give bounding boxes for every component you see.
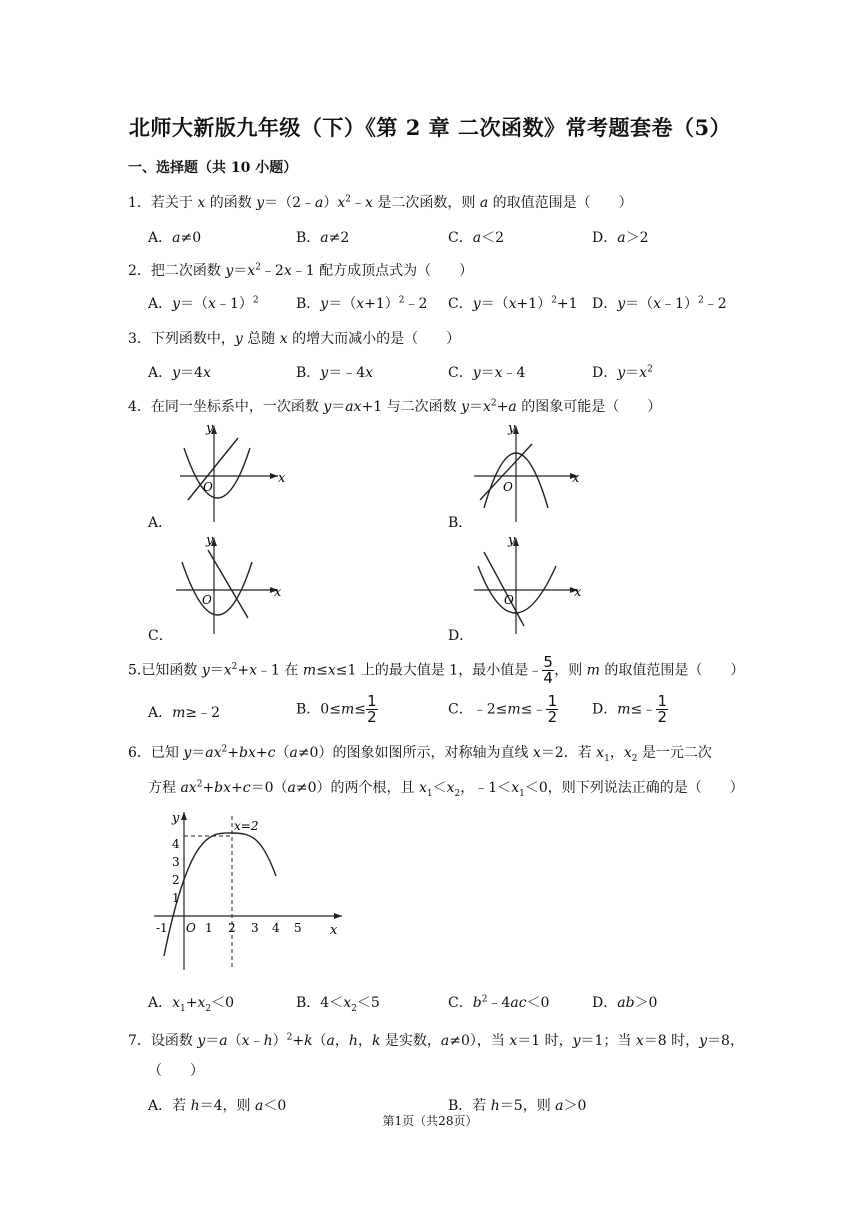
question-1: 1．若关于 x 的函数 $y=(2﹣a)x^2﹣x$ 是二次函数，则 a 的取值范围是（ ）: [128, 194, 633, 211]
svg-text:O: O: [202, 593, 212, 607]
question-7-line-1: 7．设函数 y＝a（x﹣h）$^2$+k（a，h，k 是实数，a≠0），当 x＝1 时，y＝1；当 x＝8 时，y＝8，: [128, 1032, 744, 1049]
q5-option-b[interactable]: B．0≤m≤ $\frac{1}{2}$: [296, 692, 377, 726]
svg-text:2: 2: [172, 873, 180, 887]
svg-text:x: x: [330, 923, 338, 938]
q6-option-c[interactable]: C．$b^2﹣4ac<0$: [448, 994, 550, 1011]
page-title: 北师大新版九年级（下）《第 2 章 二次函数》常考题套卷（5）: [128, 115, 732, 140]
svg-text:y: y: [508, 421, 516, 436]
q6-graph: [150, 808, 360, 978]
page-footer: 第1页（共28页）: [382, 1114, 478, 1128]
svg-text:y: y: [172, 811, 180, 826]
symmetry-axis-label: x=2: [234, 819, 259, 833]
q5-option-d[interactable]: D．m≤﹣ $\frac{1}{2}$: [592, 692, 668, 726]
axis-x-label: x: [278, 471, 286, 486]
q6-option-d[interactable]: D．ab＞0: [592, 995, 658, 1011]
svg-text:-1: -1: [156, 921, 168, 935]
q1-option-b[interactable]: B．a≠2: [296, 230, 350, 246]
svg-text:y: y: [508, 533, 516, 548]
question-4: 4．在同一坐标系中，一次函数 y＝ax+1 与二次函数 $y=x^2+a$ 的图象可能是（ ）: [128, 398, 662, 415]
question-3: 3．下列函数中，y 总随 x 的增大而减小的是（ ）: [128, 331, 461, 347]
svg-text:x: x: [574, 585, 582, 600]
svg-text:3: 3: [172, 855, 180, 869]
q5-option-c[interactable]: C．﹣2≤m≤﹣ $\frac{1}{2}$: [448, 692, 558, 726]
q4-graph-c: [170, 530, 300, 640]
q4-option-a[interactable]: A．: [148, 515, 173, 531]
svg-text:O: O: [503, 480, 513, 494]
q2-option-c[interactable]: C．$y=(x+1)^2+1$: [448, 295, 578, 312]
q3-option-b[interactable]: B．y＝﹣4x: [296, 365, 374, 381]
svg-text:1: 1: [172, 891, 180, 905]
svg-text:3: 3: [251, 921, 259, 935]
svg-text:4: 4: [272, 921, 280, 935]
q4-graph-d: [470, 530, 600, 640]
question-5: 5.已知函数 $y=x^2+x﹣1$ 在 m≤x≤1 上的最大值是 1，最小值是﹣ $\frac{5}{4}$ ，则 m 的取值范围是（ ）: [128, 653, 745, 687]
svg-text:O: O: [186, 921, 196, 935]
svg-text:x: x: [274, 585, 282, 600]
q4-graph-a: [170, 418, 300, 528]
svg-text:x: x: [572, 471, 580, 486]
q4-option-b[interactable]: B．: [448, 515, 473, 531]
q5-option-a[interactable]: A．m≥﹣2: [148, 705, 221, 721]
svg-text:4: 4: [172, 837, 180, 851]
svg-text:y: y: [206, 533, 214, 548]
q3-option-a[interactable]: A．y＝4x: [148, 365, 211, 381]
q3-option-d[interactable]: D．$y=x^2$: [592, 364, 653, 381]
question-2: 2．把二次函数 $y=x^2﹣2x﹣1$ 配方成顶点式为（ ）: [128, 262, 474, 279]
q6-option-a[interactable]: A．$x_1+x_2<0$: [148, 995, 235, 1014]
svg-text:5: 5: [294, 921, 302, 935]
q4-graph-b: [470, 418, 600, 528]
svg-text:O: O: [504, 593, 514, 607]
section-heading: 一、选择题（共 10 小题）: [128, 160, 298, 176]
question-7-line-2: （ ）: [148, 1063, 204, 1079]
question-6-line-1: 6．已知 $y=ax^2+bx+c(a\ne 0)$的图象如图所示，对称轴为直线 x＝2．若 $x_1$，$x_2$ 是一元二次: [128, 744, 712, 764]
svg-text:1: 1: [205, 921, 213, 935]
q4-option-c[interactable]: C．: [148, 628, 173, 644]
q6-option-b[interactable]: B．$4<x_2<5$: [296, 995, 380, 1014]
question-6-line-2: 方程 $ax^2+bx+c=0(a\ne 0)$的两个根，且 $x_1<x_2$，$﹣1<x_1<0$，则下列说法正确的是（ ）: [148, 779, 744, 799]
q1-option-d[interactable]: D．a＞2: [592, 230, 649, 246]
svg-text:2: 2: [228, 921, 236, 935]
q7-option-b[interactable]: B．若 h＝5，则 a＞0: [448, 1098, 587, 1114]
q1-option-c[interactable]: C．a＜2: [448, 230, 504, 246]
q2-option-a[interactable]: A．y＝（x﹣1）$^2$: [148, 295, 259, 312]
q2-option-d[interactable]: D．y＝（x﹣1）$^2$﹣2: [592, 295, 727, 312]
q7-option-a[interactable]: A．若 h＝4，则 a＜0: [148, 1098, 287, 1114]
q3-option-c[interactable]: C．y＝x﹣4: [448, 365, 526, 381]
axis-y-label: y: [206, 421, 214, 436]
q4-option-d[interactable]: D．: [448, 628, 474, 644]
origin-label: O: [203, 480, 213, 494]
q1-option-a[interactable]: A．a≠0: [148, 230, 202, 246]
q2-option-b[interactable]: B．$y=(x+1)^2﹣2$: [296, 295, 428, 312]
